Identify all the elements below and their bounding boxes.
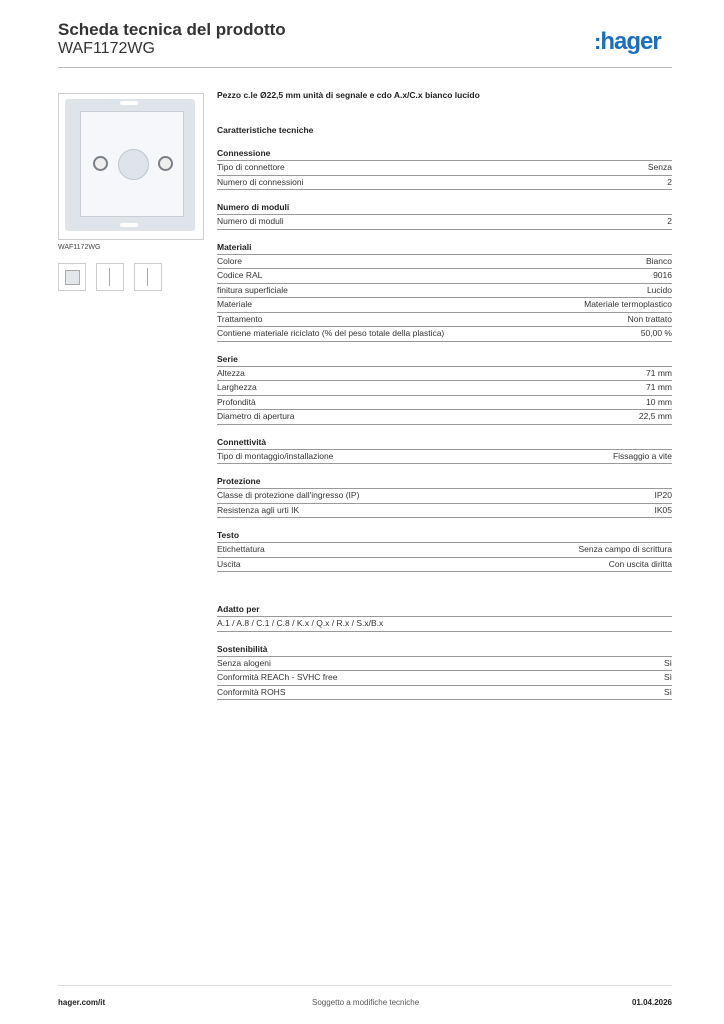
spec-section xyxy=(217,242,672,342)
thumbnail-front[interactable] xyxy=(58,263,86,291)
spec-label: Tipo di connettore xyxy=(217,162,285,172)
spec-label: Resistenza agli urti IK xyxy=(217,504,300,515)
spec-row xyxy=(217,284,672,299)
spec-row xyxy=(217,381,672,396)
section-sostenibilita xyxy=(217,644,672,701)
spec-value: Sì xyxy=(663,657,672,668)
spec-label: Numero di connessioni xyxy=(217,176,304,187)
footer-note: Soggetto a modifiche tecniche xyxy=(312,998,420,1007)
spec-value: 22,5 mm xyxy=(638,411,672,421)
section-adatto xyxy=(217,604,672,632)
section-title: Connettività xyxy=(217,437,672,450)
spec-value: 2 xyxy=(667,176,672,187)
spec-row xyxy=(217,558,672,573)
spec-row xyxy=(217,396,672,411)
spec-label: Numero di moduli xyxy=(217,216,284,226)
spec-value: 71 mm xyxy=(646,367,672,378)
spec-section xyxy=(217,202,672,230)
spec-row xyxy=(217,543,672,558)
spec-section xyxy=(217,530,672,572)
spec-value: 71 mm xyxy=(646,382,672,392)
footer-divider xyxy=(58,985,672,986)
spec-value: Senza campo di scrittura xyxy=(578,544,672,554)
spec-row: A.1 / A.8 / C.1 / C.8 / K.x / Q.x / R.x / S.x/B.x xyxy=(217,617,672,632)
spec-section xyxy=(217,354,672,425)
spec-value: Senza xyxy=(647,162,672,172)
spec-row xyxy=(217,489,672,504)
image-caption: WAF1172WG xyxy=(58,244,101,251)
section-title: Serie xyxy=(217,354,672,367)
spec-label: Etichettatura xyxy=(217,544,265,554)
footer-website[interactable]: hager.com/it xyxy=(58,998,106,1007)
section-title: Numero di moduli xyxy=(217,202,672,215)
hager-logo[interactable]: :hager xyxy=(594,28,661,55)
spec-label: Materiale xyxy=(217,299,252,309)
spec-row xyxy=(217,269,672,284)
aperture-icon xyxy=(118,149,149,180)
screw-right-icon xyxy=(158,156,173,171)
thumbnail-side[interactable] xyxy=(96,263,124,291)
footer-date: 01.04.2026 xyxy=(631,998,672,1007)
spec-value: Bianco xyxy=(646,255,672,266)
section-title: Sostenibilità xyxy=(217,644,672,657)
section-title: Connessione xyxy=(217,148,672,161)
thumbnail-side-2[interactable] xyxy=(134,263,162,291)
spec-label: Larghezza xyxy=(217,382,257,392)
spec-row xyxy=(217,657,672,672)
section-title: Testo xyxy=(217,530,672,543)
spec-label: Diametro di apertura xyxy=(217,411,295,421)
product-description: Pezzo c.le Ø22,5 mm unità di segnale e cdo A.x/C.x bianco lucido xyxy=(217,90,480,100)
spec-value: Con uscita diritta xyxy=(608,558,672,569)
spec-value: 2 xyxy=(667,216,672,226)
spec-section xyxy=(217,148,672,190)
spec-row xyxy=(217,327,672,342)
spec-content xyxy=(217,90,672,712)
spec-value: 50,00 % xyxy=(640,328,672,338)
spec-value: Fissaggio a vite xyxy=(612,450,672,461)
spec-row xyxy=(217,671,672,686)
spec-label: Tipo di montaggio/installazione xyxy=(217,450,334,461)
spec-row xyxy=(217,410,672,425)
spec-label: Colore xyxy=(217,255,243,266)
spec-label: Classe di protezione dall'ingresso (IP) xyxy=(217,490,360,500)
spec-section xyxy=(217,476,672,518)
spec-label: Uscita xyxy=(217,558,241,569)
spec-label: Codice RAL xyxy=(217,270,263,280)
spec-value: Materiale termoplastico xyxy=(584,299,672,309)
spec-label: Profondità xyxy=(217,396,256,407)
spec-value: 10 mm xyxy=(646,396,672,407)
spec-row xyxy=(217,255,672,270)
spec-label: Senza alogeni xyxy=(217,657,271,668)
spec-value: IP20 xyxy=(654,490,672,500)
spec-row xyxy=(217,313,672,328)
page-title: Scheda tecnica del prodotto xyxy=(58,20,286,39)
spec-value: Sì xyxy=(663,672,672,682)
spec-row xyxy=(217,686,672,701)
spec-row xyxy=(217,176,672,191)
header-divider xyxy=(58,67,672,68)
spec-value: Sì xyxy=(663,686,672,697)
spec-label: Contiene materiale riciclato (% del peso totale della plastica) xyxy=(217,328,445,338)
spec-row xyxy=(217,215,672,230)
spec-label: Altezza xyxy=(217,367,245,378)
spec-label: Trattamento xyxy=(217,313,263,324)
spec-section xyxy=(217,437,672,465)
section-main-title: Caratteristiche tecniche xyxy=(217,125,314,135)
spec-row xyxy=(217,450,672,465)
spec-row xyxy=(217,298,672,313)
section-title: Adatto per xyxy=(217,604,672,617)
product-code: WAF1172WG xyxy=(58,40,155,57)
spec-value: Non trattato xyxy=(627,313,672,324)
product-image[interactable] xyxy=(58,93,204,240)
spec-value: IK05 xyxy=(654,504,672,515)
spec-label: finitura superficiale xyxy=(217,284,288,295)
spec-value: 9016 xyxy=(653,270,672,280)
spec-row xyxy=(217,367,672,382)
section-title: Protezione xyxy=(217,476,672,489)
spec-row xyxy=(217,161,672,176)
spec-label: Conformità REACh - SVHC free xyxy=(217,672,338,682)
section-title: Materiali xyxy=(217,242,672,255)
spec-row xyxy=(217,504,672,519)
screw-left-icon xyxy=(93,156,108,171)
spec-value: Lucido xyxy=(646,284,672,295)
spec-label: Conformità ROHS xyxy=(217,686,286,697)
